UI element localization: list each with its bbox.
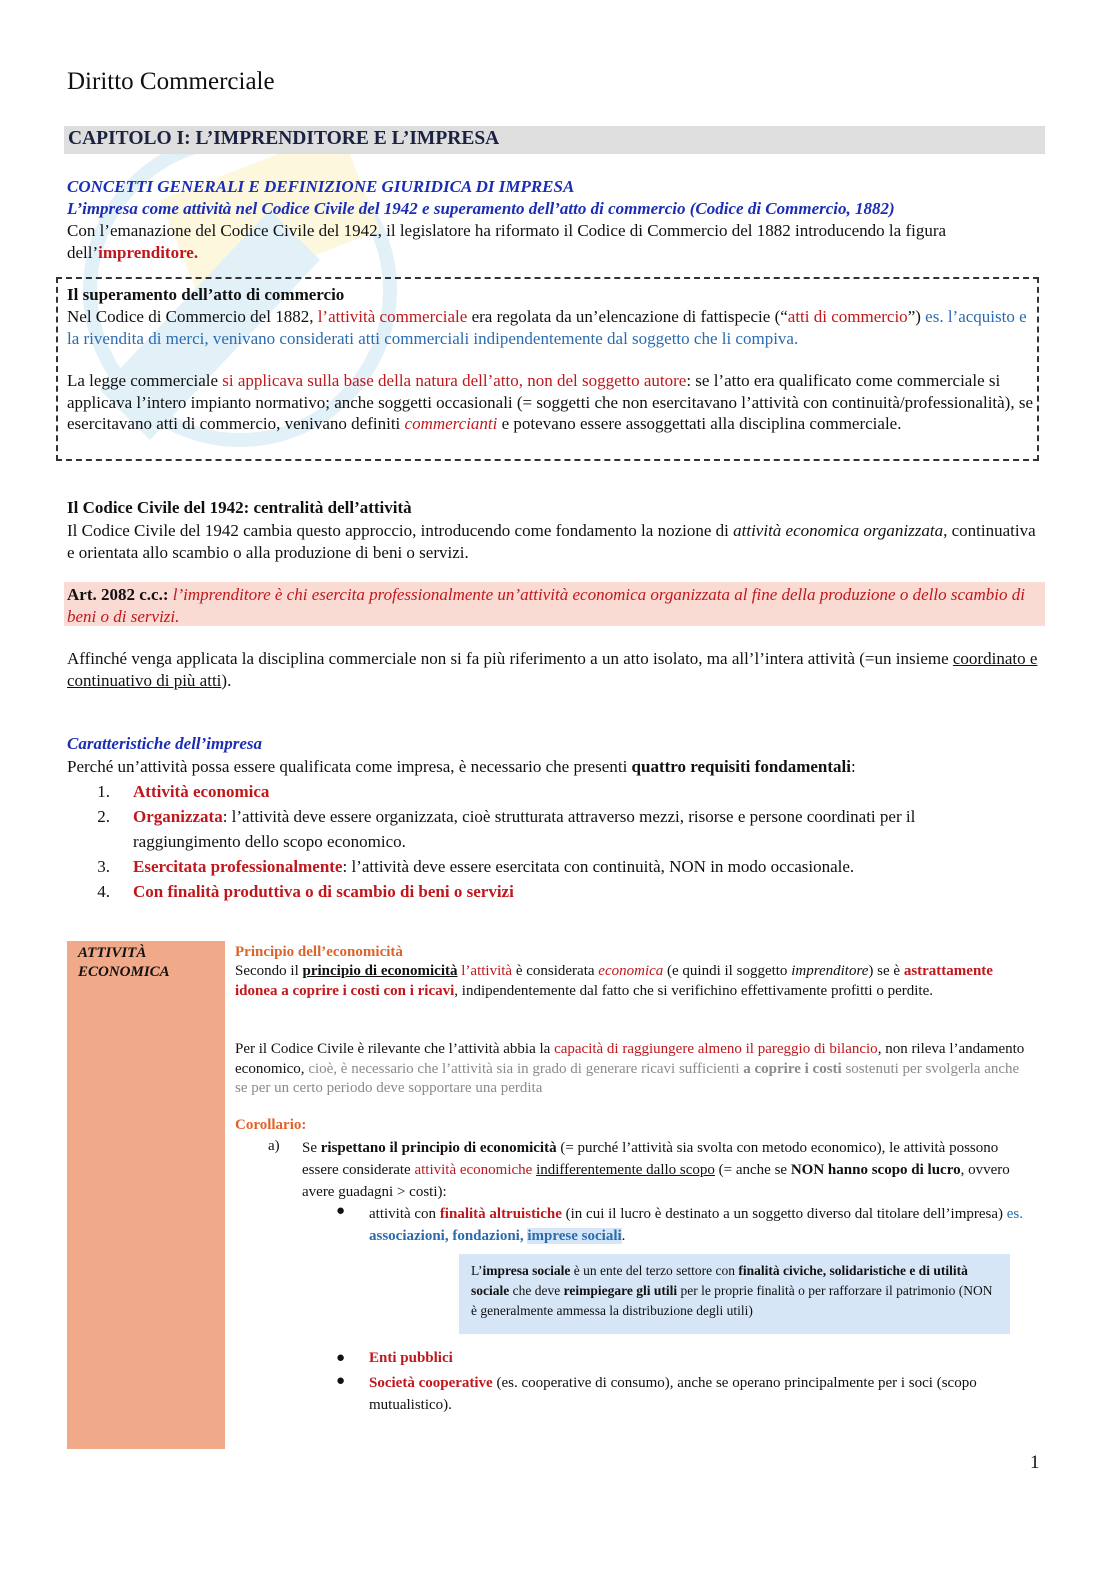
table-left-label: ATTIVITÀ ECONOMICA — [78, 945, 170, 980]
principio-paragraph-2: Per il Codice Civile è rilevante che l’attività abbia la capacità di raggiungere almeno il pareggio di bilancio, non rileva l’andamento economico, cioè, è necessario che l’attività sia in grado di generare ricavi sufficienti a coprire i costi sostenuti per svolgerla anche se per un certo periodo deve sopportare una perdita — [235, 1041, 1025, 1096]
page-number: 1 — [1030, 1452, 1040, 1473]
bullet-3-text: Società cooperative (es. cooperative di consumo), anche se operano principalmente per i soci (scopo mutualistico). — [369, 1375, 977, 1413]
corollario-letter: a) — [268, 1138, 280, 1154]
bullet-1-text: attività con finalità altruistiche (in cui il lucro è destinato a un soggetto diverso dal titolare dell’impresa) es. associazioni, fondazioni, imprese sociali. — [369, 1206, 1024, 1244]
chapter-title: CAPITOLO I: L’IMPRENDITORE E L’IMPRESA — [68, 128, 500, 149]
list-item: 2. Organizzata: l’attività deve essere organizzata, cioè strutturata attraverso mezzi, risorse e persone coordinati per il raggiungimento dello scopo economico. — [97, 807, 916, 851]
article-2082: Art. 2082 c.c.: l’imprenditore è chi esercita professionalmente un’attività economica organizzata al fine della produzione o dello scambio di beni o di servizi. — [67, 585, 1025, 626]
principio-paragraph-1: Secondo il principio di economicità l’attività è considerata economica (e quindi il soggetto imprenditore) se è astrattamente idonea a coprire i costi con i ricavi, indipendentemente dal fatto che si verifichino effettivamente profitti o perdite. — [235, 963, 993, 999]
codice-civile-title: Il Codice Civile del 1942: centralità dell’attività — [67, 498, 412, 517]
table-left-cell — [67, 941, 225, 1449]
bullet-2-text: Enti pubblici — [369, 1350, 453, 1366]
bullet-icon: ● — [336, 1373, 346, 1389]
box-paragraph-1: Nel Codice di Commercio del 1882, l’attività commerciale era regolata da un’elencazione di fattispecie (“atti di commercio”) es. l’acquisto e la rivendita di merci, venivano considerati atti commerciali indipendentemente dal soggetto che li compiva. — [67, 307, 1027, 348]
caratteristiche-heading: Caratteristiche dell’impresa — [67, 734, 263, 753]
caratteristiche-intro: Perché un’attività possa essere qualificata come impresa, è necessario che presenti quattro requisiti fondamentali: — [67, 757, 856, 776]
section-subheading: L’impresa come attività nel Codice Civile del 1942 e superamento dell’atto di commercio (Codice di Commercio, 1882) — [67, 199, 895, 218]
intro-paragraph: Con l’emanazione del Codice Civile del 1942, il legislatore ha riformato il Codice di Commercio del 1882 introducendo la figura dell’imprenditore. — [67, 221, 947, 262]
corollario-a-text: Se rispettano il principio di economicità (= purché l’attività sia svolta con metodo economico), le attività possono essere considerate attività economiche indifferentemente dallo scopo (= anche se NON hanno scopo di lucro, ovvero avere guadagni > costi): — [302, 1140, 1010, 1200]
bullet-icon: ● — [336, 1350, 346, 1366]
principio-heading: Principio dell’economicità — [235, 944, 403, 960]
affinche-paragraph: Affinché venga applicata la disciplina commerciale non si fa più riferimento a un atto isolato, ma all’l’intera attività (=un insieme coordinato e continuativo di più atti). — [67, 649, 1038, 690]
corollario-heading: Corollario: — [235, 1117, 307, 1133]
codice-civile-paragraph: Il Codice Civile del 1942 cambia questo approccio, introducendo come fondamento la nozione di attività economica organizzata, continuativa e orientata allo scambio o alla produzione di beni o servizi. — [67, 521, 1036, 562]
section-heading: CONCETTI GENERALI E DEFINIZIONE GIURIDICA DI IMPRESA — [67, 177, 575, 196]
box-paragraph-2: La legge commerciale si applicava sulla base della natura dell’atto, non del soggetto autore: se l’atto era qualificato come commerciale si applicava l’intero impianto normativo; anche soggetti occasionali (= soggetti che non esercitavano l’attività con continuità/professionalità), se esercitavano atti di commercio, venivano definiti commercianti e potevano essere assoggettati alla disciplina commerciale. — [67, 371, 1034, 433]
note-text: L’impresa sociale è un ente del terzo settore con finalità civiche, solidaristiche e di utilità sociale che deve reimpiegare gli utili per le proprie finalità o per rafforzare il patrimonio (NON è generalmente ammessa la distribuzione degli utili) — [471, 1263, 993, 1318]
bullet-icon: ● — [336, 1203, 346, 1219]
document-title: Diritto Commerciale — [67, 68, 275, 95]
box-title: Il superamento dell’atto di commercio — [67, 285, 345, 304]
list-item: 3. Esercitata professionalmente: l’attività deve essere esercitata con continuità, NON in modo occasionale. — [97, 857, 855, 876]
